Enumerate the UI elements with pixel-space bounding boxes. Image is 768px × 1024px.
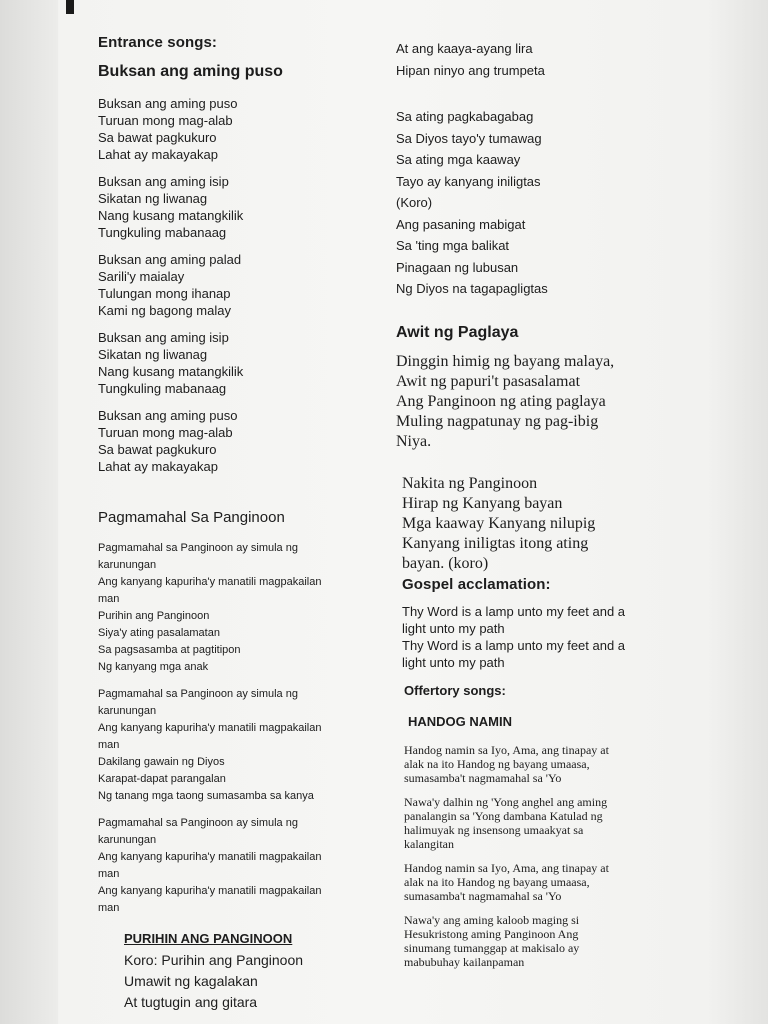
lyric-line: Sikatan ng liwanag <box>98 347 208 362</box>
lyric-line: kalangitan <box>404 836 454 851</box>
lyric-line: Pagmamahal sa Panginoon ay simula ng <box>98 542 298 554</box>
lyric-line: Tungkuling mabanaag <box>98 381 227 396</box>
lyric-line: Sa bawat pagkukuro <box>98 130 217 145</box>
lyric-line: Sa ating pagkabagabag <box>396 109 534 124</box>
lyric-line: Ang kanyang kapuriha'y manatili magpakailan <box>98 722 322 734</box>
entrance-heading: Entrance songs: <box>98 34 218 51</box>
lyric-line: Kami ng bagong malay <box>98 303 231 318</box>
lyric-line: light unto my path <box>402 654 505 670</box>
lyric-line: Nang kusang matangkilik <box>98 208 244 223</box>
lyric-line: Dakilang gawain ng Diyos <box>98 756 225 768</box>
lyric-line: Handog namin sa Iyo, Ama, ang tinapay at <box>404 860 609 875</box>
lyric-line: alak na ito Handog ng bayang umaasa, <box>404 756 590 771</box>
lyric-line: Nawa'y ang aming kaloob maging si <box>404 912 580 927</box>
lyric-line: Nakita ng Panginoon <box>402 474 538 492</box>
lyric-line: Sikatan ng liwanag <box>98 191 208 206</box>
handog-stanza <box>404 743 676 785</box>
song1-stanza <box>98 251 378 319</box>
song2-title: Pagmamahal Sa Panginoon <box>98 509 285 526</box>
lyric-line: man <box>98 902 120 914</box>
song1-stanza <box>98 407 378 475</box>
lyric-line: Hipan ninyo ang trumpeta <box>396 63 545 78</box>
song1-stanza <box>98 329 378 397</box>
lyric-line: Siya'y ating pasalamatan <box>98 627 220 639</box>
lyric-line: man <box>98 593 120 605</box>
lyric-line: Sa bawat pagkukuro <box>98 442 217 457</box>
lyric-line: Buksan ang aming isip <box>98 174 229 189</box>
lyric-line: (Koro) <box>396 195 433 210</box>
lyric-line: Buksan ang aming palad <box>98 252 242 267</box>
lyric-line: Nawa'y dalhin ng 'Yong anghel ang aming <box>404 794 608 809</box>
lyric-line: Thy Word is a lamp unto my feet and a <box>402 603 626 619</box>
lyric-line: Dinggin himig ng bayang malaya, <box>396 352 615 370</box>
lyric-line: Koro: Purihin ang Panginoon <box>124 952 304 968</box>
lyric-line: Karapat-dapat parangalan <box>98 773 226 785</box>
lyric-line: panalangin sa 'Yong dambana Katulad ng <box>404 808 603 823</box>
lyric-line: Muling nagpatunay ng pag-ibig <box>396 412 599 430</box>
lyric-line: Ang Panginoon ng ating paglaya <box>396 392 606 410</box>
lyric-line: Pagmamahal sa Panginoon ay simula ng <box>98 688 298 700</box>
lyric-line: Awit ng papuri't pasasalamat <box>396 372 581 390</box>
song1-stanza <box>98 173 378 241</box>
lyric-line: Purihin ang Panginoon <box>98 610 210 622</box>
lyric-line: Mga kaaway Kanyang nilupig <box>402 514 596 532</box>
handog-stanza <box>404 795 676 851</box>
lyric-line: At ang kaaya-ayang lira <box>396 41 533 56</box>
lyric-line: halimuyak ng insensong umaakyat sa <box>404 822 584 837</box>
lyric-line: Ng tanang mga taong sumasamba sa kanya <box>98 790 314 802</box>
song2-stanza <box>98 686 378 805</box>
left-column <box>98 34 378 1023</box>
handog-title: HANDOG NAMIN <box>408 713 512 729</box>
lyric-line: Buksan ang aming isip <box>98 330 229 345</box>
lyric-line: Ang kanyang kapuriha'y manatili magpakailan <box>98 576 322 588</box>
gospel-stanza <box>402 603 676 671</box>
lyric-line: Sarili'y maialay <box>98 269 185 284</box>
lyric-line: Ng kanyang mga anak <box>98 661 209 673</box>
lyric-line: Lahat ay makayakap <box>98 147 218 162</box>
lyric-line: bayan. (koro) <box>402 554 489 572</box>
lyric-line: Tungkuling mabanaag <box>98 225 227 240</box>
lyric-line: Niya. <box>396 432 432 450</box>
lyric-line: karunungan <box>98 834 157 846</box>
lyric-line: mabubuhay kailanpaman <box>404 954 525 969</box>
lyric-line: Tulungan mong ihanap <box>98 286 231 301</box>
lyric-line: karunungan <box>98 705 157 717</box>
gospel-heading: Gospel acclamation: <box>402 575 551 593</box>
lyric-line: Sa 'ting mga balikat <box>396 238 510 253</box>
lyric-line: man <box>98 868 120 880</box>
lyric-line: Ng Diyos na tagapagligtas <box>396 281 548 296</box>
lyric-line: Sa Diyos tayo'y tumawag <box>396 130 542 146</box>
awit-stanza <box>402 474 676 574</box>
song3-stanza <box>124 950 378 1013</box>
lyric-line: alak na ito Handog ng bayang umaasa, <box>404 874 590 889</box>
lyric-line: At tugtugin ang gitara <box>124 994 258 1010</box>
awit-stanza <box>396 352 676 452</box>
lyric-line: Ang kanyang kapuriha'y manatili magpakailan <box>98 851 322 863</box>
lyric-line: Pagmamahal sa Panginoon ay simula ng <box>98 817 298 829</box>
song3-continued <box>396 38 676 82</box>
lyric-line: Handog namin sa Iyo, Ama, ang tinapay at <box>404 742 609 757</box>
lyric-line: Buksan ang aming puso <box>98 408 238 423</box>
lyric-line: Buksan ang aming puso <box>98 96 238 111</box>
lyric-line: Kanyang iniligtas itong ating <box>402 534 589 552</box>
handog-stanza <box>404 913 676 969</box>
lyric-line: light unto my path <box>402 620 505 636</box>
lyric-line: Sa pagsasamba at pagtitipon <box>98 644 241 656</box>
song2-stanza <box>98 815 378 917</box>
lyric-line: Turuan mong mag-alab <box>98 425 233 440</box>
lyric-line: sumasamba't nagmamahal sa 'Yo <box>404 770 562 785</box>
song3-title: PURIHIN ANG PANGINOON <box>124 931 293 946</box>
page-edge-shadow <box>0 0 58 1024</box>
song1-stanza <box>98 95 378 163</box>
binding-mark <box>66 0 74 14</box>
lyric-line: Lahat ay makayakap <box>98 459 218 474</box>
lyric-line: Pinagaan ng lubusan <box>396 259 519 275</box>
song3-stanza <box>396 106 676 300</box>
lyric-line: sinumang tumanggap at makisalo ay <box>404 940 580 955</box>
song1-title: Buksan ang aming puso <box>98 63 283 80</box>
awit-title: Awit ng Paglaya <box>396 323 519 341</box>
lyric-line: Nang kusang matangkilik <box>98 364 244 379</box>
lyric-line: Ang pasaning mabigat <box>396 216 526 232</box>
lyric-line: Tayo ay kanyang iniligtas <box>396 173 541 189</box>
lyric-line: sumasamba't nagmamahal sa 'Yo <box>404 888 562 903</box>
lyric-line: Turuan mong mag-alab <box>98 113 233 128</box>
lyric-line: man <box>98 739 120 751</box>
lyric-line: Ang kanyang kapuriha'y manatili magpakailan <box>98 885 322 897</box>
lyric-line: Hesukristong aming Panginoon Ang <box>404 926 579 941</box>
song2-stanza <box>98 540 378 676</box>
lyric-line: Thy Word is a lamp unto my feet and a <box>402 637 626 653</box>
lyric-line: Hirap ng Kanyang bayan <box>402 494 563 512</box>
lyric-line: Sa ating mga kaaway <box>396 152 521 167</box>
lyric-line: karunungan <box>98 559 157 571</box>
offertory-heading: Offertory songs: <box>404 682 506 698</box>
lyric-line: Umawit ng kagalakan <box>124 973 258 989</box>
handog-stanza <box>404 861 676 903</box>
right-column <box>396 38 676 979</box>
